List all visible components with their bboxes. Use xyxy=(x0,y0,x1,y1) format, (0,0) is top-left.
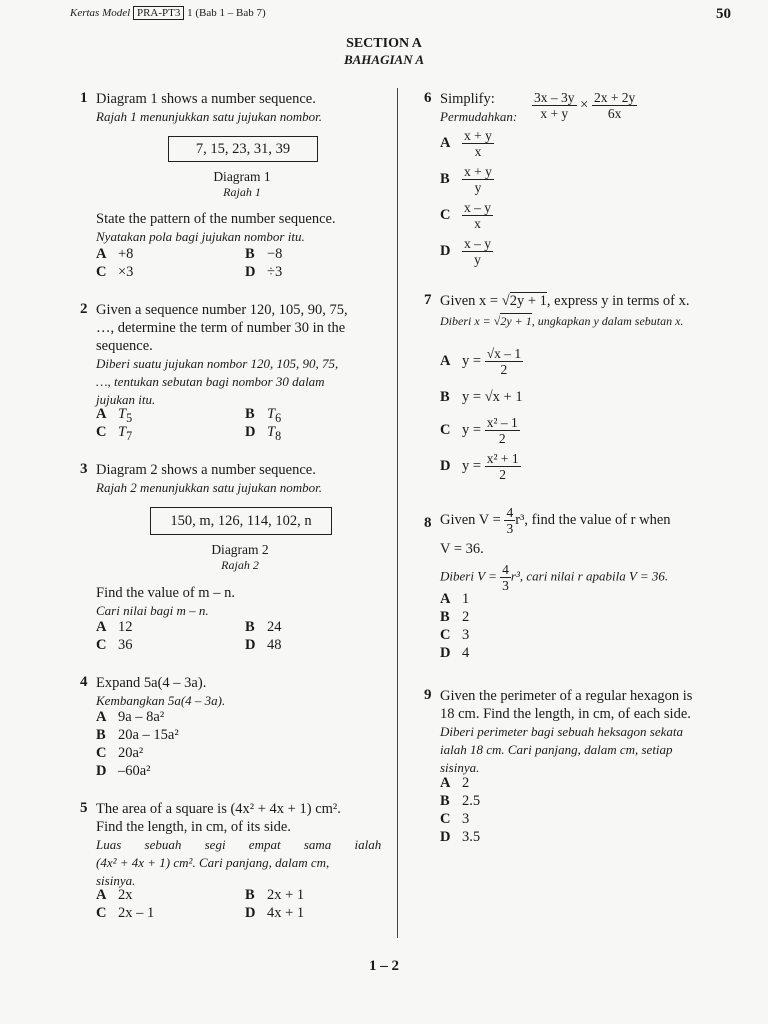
question-1-ask-text-ms: Nyatakan pola bagi jujukan nombor itu. xyxy=(96,229,305,244)
option-text: 2x + 1 xyxy=(267,887,305,903)
question-2-line: sequence. xyxy=(96,338,153,354)
question-1-ask-text: State the pattern of the number sequence. xyxy=(96,211,336,227)
page-number: 50 xyxy=(716,6,731,22)
option-2a[interactable] xyxy=(96,406,132,426)
option-fraction xyxy=(462,200,493,231)
option-3b[interactable] xyxy=(245,619,282,636)
option-text: +8 xyxy=(118,246,134,262)
denominator: x xyxy=(474,144,482,159)
option-text: √x + 1 xyxy=(484,389,523,405)
option-text: 48 xyxy=(267,637,282,653)
question-number-7: 7 xyxy=(424,292,432,308)
diagram-1-caption-ms: Rajah 1 xyxy=(223,185,261,199)
option-text: 12 xyxy=(118,619,133,635)
option-subscript: 8 xyxy=(275,428,282,443)
text-part: Given V = xyxy=(440,511,501,528)
option-label: B xyxy=(245,406,255,422)
paper-code-box: PRA-PT3 xyxy=(133,6,184,20)
option-text: 2.5 xyxy=(462,793,481,809)
question-5 xyxy=(96,800,388,890)
text-part: Given x = xyxy=(440,293,499,309)
option-label: D xyxy=(96,763,107,779)
question-6-text-ms: Permudahkan: xyxy=(440,109,518,124)
question-9-line-ms: sisinya. xyxy=(440,760,480,775)
question-4 xyxy=(96,674,396,710)
question-6-text: Simplify: xyxy=(440,91,495,107)
denominator: 3 xyxy=(502,578,509,593)
question-8-text-ms xyxy=(440,562,740,593)
option-5c[interactable] xyxy=(96,905,154,922)
option-label: C xyxy=(96,905,107,921)
option-label: C xyxy=(440,206,451,223)
section-subtitle: BAHAGIAN A xyxy=(343,52,425,67)
option-label: D xyxy=(245,637,256,653)
text-part: , ungkapkan y dalam sebutan x. xyxy=(531,314,684,328)
option-5d[interactable] xyxy=(245,905,304,922)
question-3-ask xyxy=(96,584,396,620)
question-5-line: Find the length, in cm, of its side. xyxy=(96,819,291,835)
option-6c[interactable] xyxy=(440,200,493,231)
option-6a[interactable] xyxy=(440,128,494,159)
option-7a[interactable] xyxy=(440,346,523,377)
section-title: SECTION A xyxy=(346,36,422,51)
option-text: 4x + 1 xyxy=(267,905,305,921)
numerator: √x – 1 xyxy=(486,346,522,361)
option-7d[interactable] xyxy=(440,451,521,482)
option-fraction xyxy=(462,236,493,267)
option-text: T xyxy=(118,424,127,440)
option-subscript: 6 xyxy=(275,410,282,425)
option-text: 2x – 1 xyxy=(118,905,155,921)
option-text: 20a² xyxy=(118,745,144,761)
question-number-2: 2 xyxy=(80,301,88,317)
question-1-text-ms: Rajah 1 menunjukkan satu jujukan nombor. xyxy=(96,109,323,124)
option-text: 3 xyxy=(462,811,470,827)
option-lhs: y = xyxy=(462,389,482,405)
numerator: 4 xyxy=(506,505,514,520)
option-label: A xyxy=(440,134,451,151)
numerator: x – y xyxy=(464,200,491,215)
option-label: B xyxy=(245,887,255,903)
page-footer: 1 – 2 xyxy=(369,958,399,974)
option-label: B xyxy=(96,727,106,743)
question-2 xyxy=(96,301,388,409)
option-label: B xyxy=(440,793,450,809)
option-4d[interactable] xyxy=(96,763,151,780)
option-4a[interactable] xyxy=(96,709,164,726)
option-4b[interactable] xyxy=(96,727,179,744)
option-text: 3.5 xyxy=(462,829,481,845)
question-3-text: Diagram 2 shows a number sequence. xyxy=(96,462,316,478)
option-1b[interactable] xyxy=(245,246,282,263)
question-2-line-ms: Diberi suatu jujukan nombor 120, 105, 90, 75, xyxy=(96,356,339,371)
paper-name: Kertas Model xyxy=(70,7,131,19)
radicand: 2y + 1 xyxy=(509,293,547,309)
question-4-text-ms: Kembangkan 5a(4 – 3a). xyxy=(96,693,226,708)
denominator: x xyxy=(474,216,481,231)
option-label: D xyxy=(245,905,256,921)
denominator: x + y xyxy=(540,106,569,121)
option-3d[interactable] xyxy=(245,637,282,654)
option-label: D xyxy=(440,242,451,259)
option-fraction xyxy=(485,346,523,377)
question-1-text: Diagram 1 shows a number sequence. xyxy=(96,91,316,107)
option-text: −8 xyxy=(267,246,283,262)
option-label: C xyxy=(96,637,107,653)
option-label: B xyxy=(440,389,450,405)
question-1-ask xyxy=(96,210,396,246)
option-label: A xyxy=(96,887,107,903)
question-number-3: 3 xyxy=(80,461,88,477)
option-2c[interactable] xyxy=(96,424,132,444)
option-text: T xyxy=(267,406,276,422)
question-3 xyxy=(96,461,396,497)
option-label: C xyxy=(440,627,451,643)
option-text: 2 xyxy=(462,775,470,791)
question-1 xyxy=(96,90,396,126)
option-label: B xyxy=(440,170,450,187)
option-label: C xyxy=(96,424,107,440)
question-9-line-ms: ialah 18 cm. Cari panjang, dalam cm, setiap xyxy=(440,742,673,757)
option-text: 2x xyxy=(118,887,133,903)
option-fraction xyxy=(485,451,521,482)
numerator: 3x – 3y xyxy=(534,90,575,105)
denominator: y xyxy=(474,180,482,195)
option-8a[interactable] xyxy=(440,591,469,608)
option-2d[interactable] xyxy=(245,424,281,444)
question-2-line: Given a sequence number 120, 105, 90, 75, xyxy=(96,302,348,318)
question-9 xyxy=(440,687,730,777)
option-label: D xyxy=(440,829,451,845)
question-9-line-ms: Diberi perimeter bagi sebuah heksagon sekata xyxy=(440,724,683,739)
question-8-line: V = 36. xyxy=(440,541,484,557)
denominator: 6x xyxy=(607,106,622,121)
question-5-line: The area of a square is (4x² + 4x + 1) cm². xyxy=(96,801,341,817)
question-number-6: 6 xyxy=(424,90,432,106)
option-label: D xyxy=(440,645,451,661)
option-text: T xyxy=(118,406,127,422)
option-label: A xyxy=(440,352,451,369)
option-text: 20a – 15a² xyxy=(118,727,179,743)
question-3-text-ms: Rajah 2 menunjukkan satu jujukan nombor. xyxy=(96,480,323,495)
question-7 xyxy=(440,292,740,330)
option-subscript: 7 xyxy=(126,428,133,443)
question-number-4: 4 xyxy=(80,674,88,690)
numerator: x + y xyxy=(464,164,492,179)
question-5-line-ms: Luas sebuah segi empat sama ialah xyxy=(96,837,382,852)
question-number-5: 5 xyxy=(80,800,88,816)
question-6-expression xyxy=(532,90,637,121)
text-part: Diberi V = xyxy=(440,568,497,584)
operator: × xyxy=(580,96,589,113)
option-9b[interactable] xyxy=(440,793,480,810)
denominator: y xyxy=(474,252,481,267)
option-text: 3 xyxy=(462,627,470,643)
option-label: A xyxy=(96,619,107,635)
question-7-text: Given x = √2y + 1, express y in terms of x. xyxy=(440,293,690,309)
question-4-text: Expand 5a(4 – 3a). xyxy=(96,675,207,691)
fraction xyxy=(592,90,637,121)
question-number-9: 9 xyxy=(424,687,432,703)
numerator: x² – 1 xyxy=(486,415,518,430)
option-label: D xyxy=(440,457,451,474)
numerator: x – y xyxy=(464,236,491,251)
diagram-2-sequence: 150, m, 126, 114, 102, n xyxy=(150,507,332,535)
option-text: 9a – 8a² xyxy=(118,709,165,725)
question-5-line-ms: (4x² + 4x + 1) cm². Cari panjang, dalam cm, xyxy=(96,855,330,870)
option-subscript: 5 xyxy=(126,410,133,425)
option-text: 24 xyxy=(267,619,282,635)
diagram-2-caption: Diagram 2 xyxy=(211,542,269,557)
option-2b[interactable] xyxy=(245,406,281,426)
option-1a[interactable] xyxy=(96,246,133,263)
question-6 xyxy=(440,90,517,126)
option-label: A xyxy=(96,709,107,725)
question-number-8: 8 xyxy=(424,515,432,531)
numerator: x² + 1 xyxy=(486,451,519,466)
option-5a[interactable] xyxy=(96,887,133,904)
question-9-line: Given the perimeter of a regular hexagon is xyxy=(440,688,693,704)
numerator: 4 xyxy=(502,562,509,577)
question-8 xyxy=(440,505,740,593)
diagram-2-caption-ms: Rajah 2 xyxy=(221,558,259,572)
question-2-line: …, determine the term of number 30 in the xyxy=(96,320,346,336)
question-5-line-ms: sisinya. xyxy=(96,873,136,888)
option-6b[interactable] xyxy=(440,164,494,195)
option-fraction xyxy=(462,128,494,159)
option-label: C xyxy=(440,421,451,438)
option-label: C xyxy=(440,811,451,827)
question-7-text-ms: Diberi x = √2y + 1, ungkapkan y dalam sebutan x. xyxy=(440,314,684,328)
option-7c[interactable] xyxy=(440,415,520,446)
paper-chapters: 1 (Bab 1 – Bab 7) xyxy=(187,7,266,19)
option-6d[interactable] xyxy=(440,236,493,267)
denominator: 2 xyxy=(499,467,507,482)
option-label: A xyxy=(96,246,107,262)
option-text: ×3 xyxy=(118,264,134,280)
denominator: 3 xyxy=(506,521,514,536)
option-9a[interactable] xyxy=(440,775,469,792)
question-2-line-ms: …, tentukan sebutan bagi nombor 30 dalam xyxy=(96,374,325,389)
text-part: r³, cari nilai r apabila V = 36. xyxy=(510,568,669,584)
question-3-ask-text-ms: Cari nilai bagi m – n. xyxy=(96,603,209,618)
option-3a[interactable] xyxy=(96,619,133,636)
option-fraction xyxy=(462,164,494,195)
option-label: A xyxy=(440,775,451,791)
numerator: 2x + 2y xyxy=(593,90,636,105)
option-9d[interactable] xyxy=(440,829,480,846)
option-label: A xyxy=(96,406,107,422)
question-2-line-ms: jujukan itu. xyxy=(96,392,156,407)
option-label: C xyxy=(96,264,107,280)
option-label: D xyxy=(245,264,256,280)
option-label: B xyxy=(440,609,450,625)
option-fraction xyxy=(485,415,520,446)
option-text: 4 xyxy=(462,645,470,661)
question-9-line: 18 cm. Find the length, in cm, of each side. xyxy=(440,706,691,722)
option-text: 2 xyxy=(462,609,470,625)
option-1d[interactable] xyxy=(245,264,282,281)
option-text: T xyxy=(267,424,276,440)
option-text: ÷3 xyxy=(267,264,283,280)
option-3c[interactable] xyxy=(96,637,133,654)
option-5b[interactable] xyxy=(245,887,304,904)
question-number-1: 1 xyxy=(80,90,88,106)
text-part: , express y in terms of x. xyxy=(546,293,690,309)
option-lhs: y = xyxy=(462,421,482,438)
option-1c[interactable] xyxy=(96,264,133,281)
option-9c[interactable] xyxy=(440,811,469,828)
text-part: Diberi x = xyxy=(440,314,491,328)
option-lhs: y = xyxy=(462,352,482,369)
diagram-1-caption: Diagram 1 xyxy=(213,169,271,184)
option-label: B xyxy=(245,246,255,262)
option-text: 1 xyxy=(462,591,470,607)
denominator: 2 xyxy=(498,431,506,446)
option-7b[interactable] xyxy=(440,389,523,406)
paper-header xyxy=(70,7,266,19)
numerator: x + y xyxy=(464,128,492,143)
radicand: 2y + 1 xyxy=(500,314,532,328)
option-label: A xyxy=(440,591,451,607)
question-3-ask-text: Find the value of m – n. xyxy=(96,585,235,601)
option-8c[interactable] xyxy=(440,627,469,644)
fraction xyxy=(532,90,577,121)
fraction xyxy=(500,562,511,593)
option-lhs: y = xyxy=(462,457,482,474)
column-divider xyxy=(397,88,398,938)
option-4c[interactable] xyxy=(96,745,143,762)
denominator: 2 xyxy=(500,362,508,377)
option-label: C xyxy=(96,745,107,761)
option-text: –60a² xyxy=(118,763,151,779)
text-part: r³, find the value of r when xyxy=(515,511,671,528)
diagram-1-sequence: 7, 15, 23, 31, 39 xyxy=(168,136,318,162)
option-8b[interactable] xyxy=(440,609,469,626)
question-8-text xyxy=(440,505,740,536)
option-text: 36 xyxy=(118,637,133,653)
fraction xyxy=(504,505,515,536)
option-label: D xyxy=(245,424,256,440)
option-8d[interactable] xyxy=(440,645,469,662)
option-label: B xyxy=(245,619,255,635)
